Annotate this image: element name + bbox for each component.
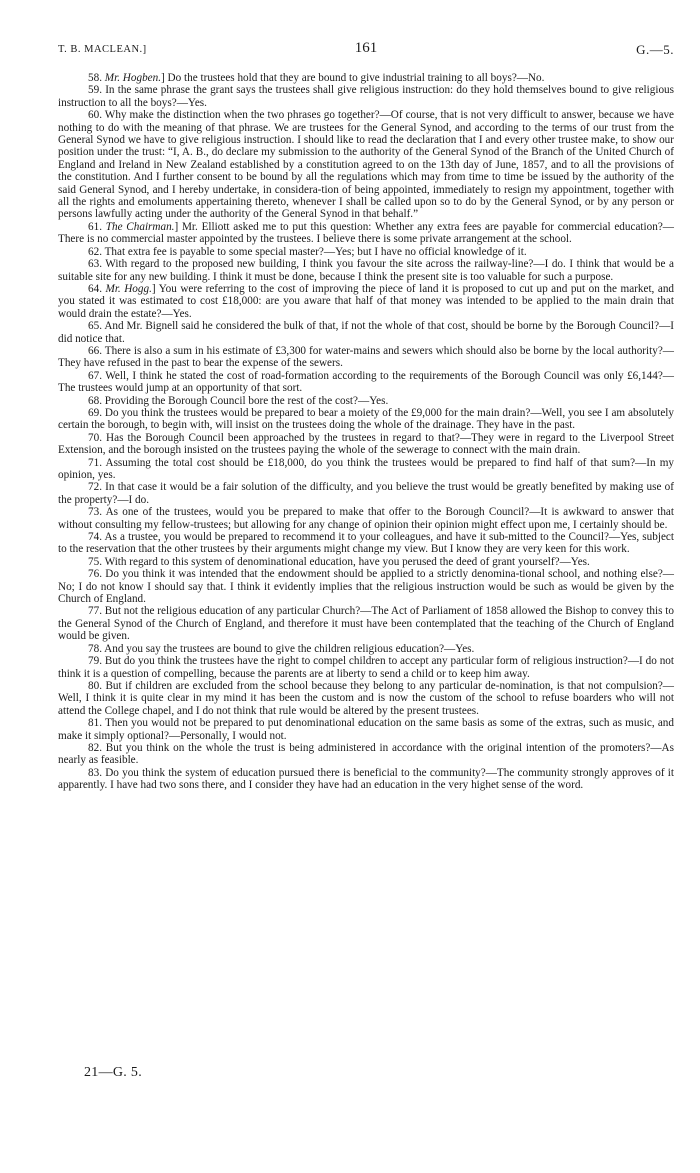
paragraph-text: 82. But you think on the whole the trust is being administered in accordance with the original intention of the promoters?—As nearly as feasible.: [58, 741, 674, 767]
paragraph-continuation: ] Mr. Elliott asked me to put this question: Whether any extra fees are payable for commercial education?—There is no commercial master appointed by the trustees. I believe there is some private arrangement at the school.: [58, 220, 674, 246]
question-answer-paragraph: [58, 481, 674, 506]
paragraph-text: 79. But do you think the trustees have the right to compel children to accept any particular form of religious instruction?—I do not think it is a question of compelling, because the parents are at liberty to send a child or to keep him away.: [58, 655, 674, 680]
question-answer-paragraph: [58, 283, 674, 320]
question-answer-paragraph: [58, 221, 674, 246]
question-answer-paragraph: [58, 767, 674, 792]
question-answer-paragraph: [58, 742, 674, 767]
paragraph-text: 72. In that case it would be a fair solution of the difficulty, and you believe the trust would be greatly benefited by making use of the property?—I do.: [58, 481, 674, 506]
speaker-name: Mr. Hogben.: [104, 72, 162, 84]
paragraph-text: 73. As one of the trustees, would you be prepared to make that offer to the Borough Council?—It is awkward to answer that without consulting my fellow-trustees; but allowing for any change of opinion their opinion might effect upon me, I certainly should be.: [58, 506, 674, 531]
paragraph-text: 65. And Mr. Bignell said he considered the bulk of that, if not the whole of that cost, should be borne by the Borough Council?—I did notice that.: [58, 320, 674, 345]
header-witness-name: T. B. MACLEAN.]: [58, 44, 147, 55]
question-answer-paragraph: [58, 258, 674, 283]
question-answer-paragraph: [58, 84, 674, 109]
paragraph-text: 83. Do you think the system of education pursued there is beneficial to the community?—The community strongly approves of it apparently. I have had two sons there, and I consider they have had an education in the very highet sense of the word.: [58, 766, 674, 792]
paragraph-text: 59. In the same phrase the grant says the trustees shall give religious instruction: do they hold themselves bound to give religious instruction to all the boys?—Yes.: [58, 84, 674, 109]
paragraph-text: 68. Providing the Borough Council bore the rest of the cost?—Yes.: [88, 394, 389, 407]
question-answer-paragraph: [58, 655, 674, 680]
question-answer-paragraph: [58, 395, 674, 407]
paragraph-text: 61.: [88, 220, 106, 233]
question-answer-paragraph: [58, 568, 674, 605]
question-answer-paragraph: [58, 457, 674, 482]
paragraph-text: 63. With regard to the proposed new building, I think you favour the site across the railway-line?—I do. I think that would be a suitable site for any new building. I think it must be done, because I think the present site is too valuable for such a purpose.: [58, 258, 674, 283]
question-answer-paragraph: [58, 246, 674, 258]
paragraph-continuation: ] Do the trustees hold that they are bound to give industrial training to all boys?—No.: [161, 72, 545, 84]
paragraph-text: 80. But if children are excluded from the school because they belong to any particular de-nomination, is that not compulsion?—Well, I think it is quite clear in my mind it has been the custom and is now the custom of the school to refuse boarders who will not attend the College chapel, and I do not think that rule would be altered by the present trustees.: [58, 679, 674, 717]
paragraph-text: 58.: [88, 72, 105, 84]
question-answer-paragraph: [58, 717, 674, 742]
question-answer-paragraph: [58, 643, 674, 655]
paragraph-text: 76. Do you think it was intended that the endowment should be applied to a strictly denomina-tional school, and nothing else?—No; I do not know I should say that. I think it evidently implies that the religious instruction would be such as would be given by the Church of England.: [58, 568, 674, 606]
paragraph-text: 78. And you say the trustees are bound to give the children religious education?—Yes.: [88, 642, 475, 655]
question-answer-paragraph: [58, 345, 674, 370]
paragraph-text: 70. Has the Borough Council been approached by the trustees in regard to that?—They were in regard to the Liverpool Street Extension, and the borough insisted on the trustees paying the whole of the sewerage to connect with the main drain.: [58, 431, 674, 457]
paragraph-text: 81. Then you would not be prepared to put denominational education on the same basis as some of the extras, such as music, and make it simply optional?—Personally, I would not.: [58, 717, 674, 742]
question-answer-paragraph: [58, 506, 674, 531]
page-number: 161: [354, 40, 378, 56]
paragraph-text: 69. Do you think the trustees would be prepared to bear a moiety of the £9,000 for the main drain?—Well, you see I am absolutely certain the borough, to begin with, will insist on the trustees doing the whole of the drainage. They have in the past.: [58, 406, 674, 432]
question-answer-paragraph: [58, 320, 674, 345]
speaker-name: The Chairman.: [105, 220, 175, 233]
question-answer-paragraph: [58, 432, 674, 457]
paragraph-text: 66. There is also a sum in his estimate of £3,300 for water-mains and sewers which should also be borne by the local authority?—They have refused in the past to bear the expense of the sewers.: [58, 344, 674, 370]
paragraph-text: 74. As a trustee, you would be prepared to recommend it to your colleagues, and have it sub-mitted to the Council?—Yes, subject to the reservation that the other trustees by their arguments might change my view. But I know they are very keen for this work.: [58, 531, 674, 556]
question-answer-paragraph: [58, 531, 674, 556]
paragraph-text: 77. But not the religious education of any particular Church?—The Act of Parliament of 1858 allowed the Bishop to convey this to the General Synod of the Church of England, and therefore it must have been contemplated that the teaching of the Church of England would be given.: [58, 605, 674, 643]
footer-signature-mark: 21—G. 5.: [84, 1065, 143, 1080]
paragraph-text: 64.: [88, 282, 106, 295]
question-answer-paragraph: [58, 605, 674, 642]
question-answer-paragraph: [58, 109, 674, 221]
question-answer-paragraph: [58, 407, 674, 432]
document-body: [58, 72, 674, 792]
question-answer-paragraph: [58, 370, 674, 395]
paragraph-text: 71. Assuming the total cost should be £18,000, do you think the trustees would be prepared to find half of that sum?—In my opinion, yes.: [58, 456, 674, 481]
question-answer-paragraph: [58, 72, 674, 84]
paragraph-text: 67. Well, I think he stated the cost of road-formation according to the requirements of the Borough Council was only £6,144?—The trustees would jump at an opportunity of that sort.: [58, 369, 674, 395]
page-header: [58, 40, 674, 66]
paragraph-text: 75. With regard to this system of denominational education, have you perused the deed of grant yourself?—Yes.: [88, 555, 590, 568]
question-answer-paragraph: [58, 556, 674, 568]
question-answer-paragraph: [58, 680, 674, 717]
paragraph-text: 60. Why make the distinction when the two phrases go together?—Of course, that is not very difficult to answer, because we have nothing to do with the meaning of that phrase. We are trustees for the General Synod, and according to the terms of our trust from the General Synod we have to give religious instruction. I should like to read the declaration that I and every other trustee make, to show our position under the trust: “I, A. B., do declare my submission to the authority of the General Synod of the Branch of the United Church of England and Ireland in New Zealand established by a constitution agreed to on the 13th day of June, 1857, and to all the provisions of the constitution. And I further consent to be bound by all the regulations which may from time to time be issued by the authority of the said General Synod, and I hereby undertake, in considera-tion of being appointed, immediately to resign my appointment, together with all the rights and emoluments appertaining thereto, whenever I shall be called upon so to do by the General Synod, or by any person or persons lawfully acting under the authority of the General Synod in that behalf.”: [58, 109, 674, 221]
paragraph-continuation: ] You were referring to the cost of improving the piece of land it is proposed to cut up and put on the market, and you stated it was estimated to cost £18,000: are you aware that half of that money was intended to be applied to the main drain that would drain the estate?—Yes.: [58, 282, 675, 320]
header-document-code: G.—5.: [636, 42, 674, 57]
speaker-name: Mr. Hogg.: [105, 282, 152, 295]
paragraph-text: 62. That extra fee is payable to some special master?—Yes; but I have no official knowledge of it.: [88, 245, 527, 258]
